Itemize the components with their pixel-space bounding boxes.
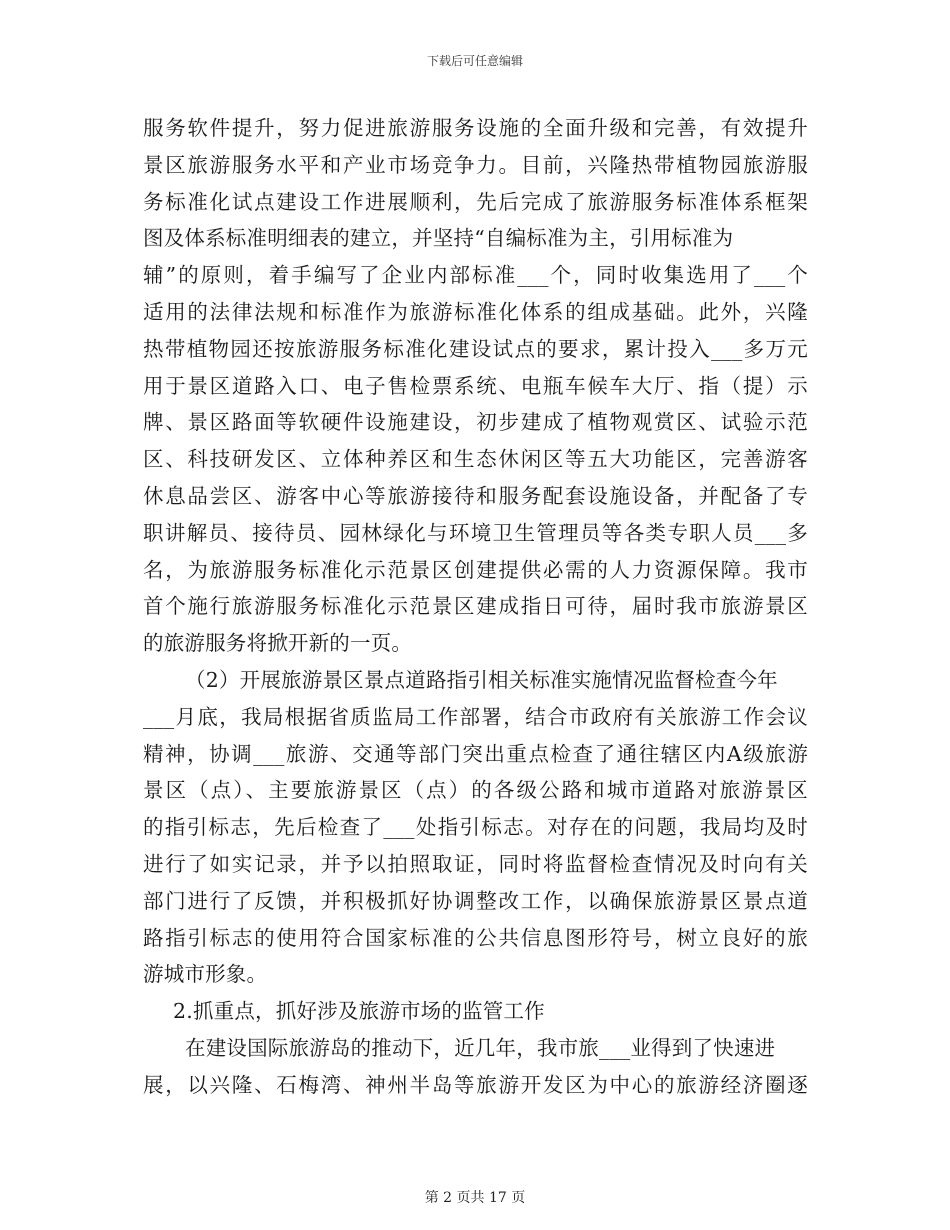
- text-line: 牌、景区路面等软硬件设施建设，初步建成了植物观赏区、试验示范: [143, 410, 808, 435]
- text-line: 路指引标志的使用符合国家标准的公共信息图形符号，树立良好的旅: [143, 925, 808, 950]
- text-line: 用于景区道路入口、电子售检票系统、电瓶车候车大厅、指（提）示: [143, 373, 808, 398]
- page-header: 下载后可任意编辑: [426, 54, 523, 68]
- text-line: 辅”的原则，着手编写了企业内部标准___个，同时收集选用了___个: [143, 263, 808, 288]
- text-line: ___月底，我局根据省质监局工作部署，结合市政府有关旅游工作会议: [143, 704, 808, 729]
- text-line: 展，以兴隆、石梅湾、神州半岛等旅游开发区为中心的旅游经济圈逐: [143, 1072, 808, 1097]
- text-line: 首个施行旅游服务标准化示范景区建成指日可待，届时我市旅游景区: [143, 594, 808, 619]
- text-line: 景区（点）、主要旅游景区（点）的各级公路和城市道路对旅游景区: [143, 778, 808, 803]
- text-line: 区、科技研发区、立体种养区和生态休闲区等五大功能区，完善游客: [143, 447, 808, 472]
- page-footer: 第 2 页共 17 页: [424, 1190, 526, 1206]
- text-line: 图及体系标准明细表的建立，并坚持“自编标准为主，引用标准为: [143, 226, 734, 251]
- text-line: 的指引标志，先后检查了___处指引标志。对存在的问题，我局均及时: [143, 815, 808, 840]
- text-line: 在建设国际旅游岛的推动下，近几年，我市旅___业得到了快速进: [185, 1035, 776, 1060]
- text-line: 休息品尝区、游客中心等旅游接待和服务配套设施设备，并配备了专: [143, 483, 808, 508]
- text-line: 的旅游服务将掀开新的一页。: [143, 631, 413, 656]
- text-line: 服务软件提升，努力促进旅游服务设施的全面升级和完善，有效提升: [143, 116, 808, 140]
- text-line: （2）开展旅游景区景点道路指引相关标准实施情况监督检查今年: [185, 667, 778, 692]
- section-heading: 2.抓重点，抓好涉及旅游市场的监管工作: [173, 999, 545, 1024]
- text-line: 景区旅游服务水平和产业市场竞争力。目前，兴隆热带植物园旅游服: [143, 152, 808, 177]
- text-line: 适用的法律法规和标准作为旅游标准化体系的组成基础。此外，兴隆: [143, 299, 808, 324]
- text-line: 名，为旅游服务标准化示范景区创建提供必需的人力资源保障。我市: [143, 557, 808, 582]
- text-line: 游城市形象。: [143, 962, 268, 987]
- text-line: 精神，协调___旅游、交通等部门突出重点检查了通往辖区内A级旅游: [143, 741, 808, 766]
- text-line: 热带植物园还按旅游服务标准化建设试点的要求，累计投入___多万元: [143, 336, 808, 361]
- text-line: 部门进行了反馈，并积极抓好协调整改工作，以确保旅游景区景点道: [143, 888, 808, 913]
- document-body: [143, 110, 808, 1104]
- text-line: 进行了如实记录，并予以拍照取证，同时将监督检查情况及时向有关: [143, 851, 808, 876]
- text-line: 务标准化试点建设工作进展顺利，先后完成了旅游服务标准体系框架: [143, 189, 808, 214]
- text-line: 职讲解员、接待员、园林绿化与环境卫生管理员等各类专职人员___多: [143, 520, 808, 545]
